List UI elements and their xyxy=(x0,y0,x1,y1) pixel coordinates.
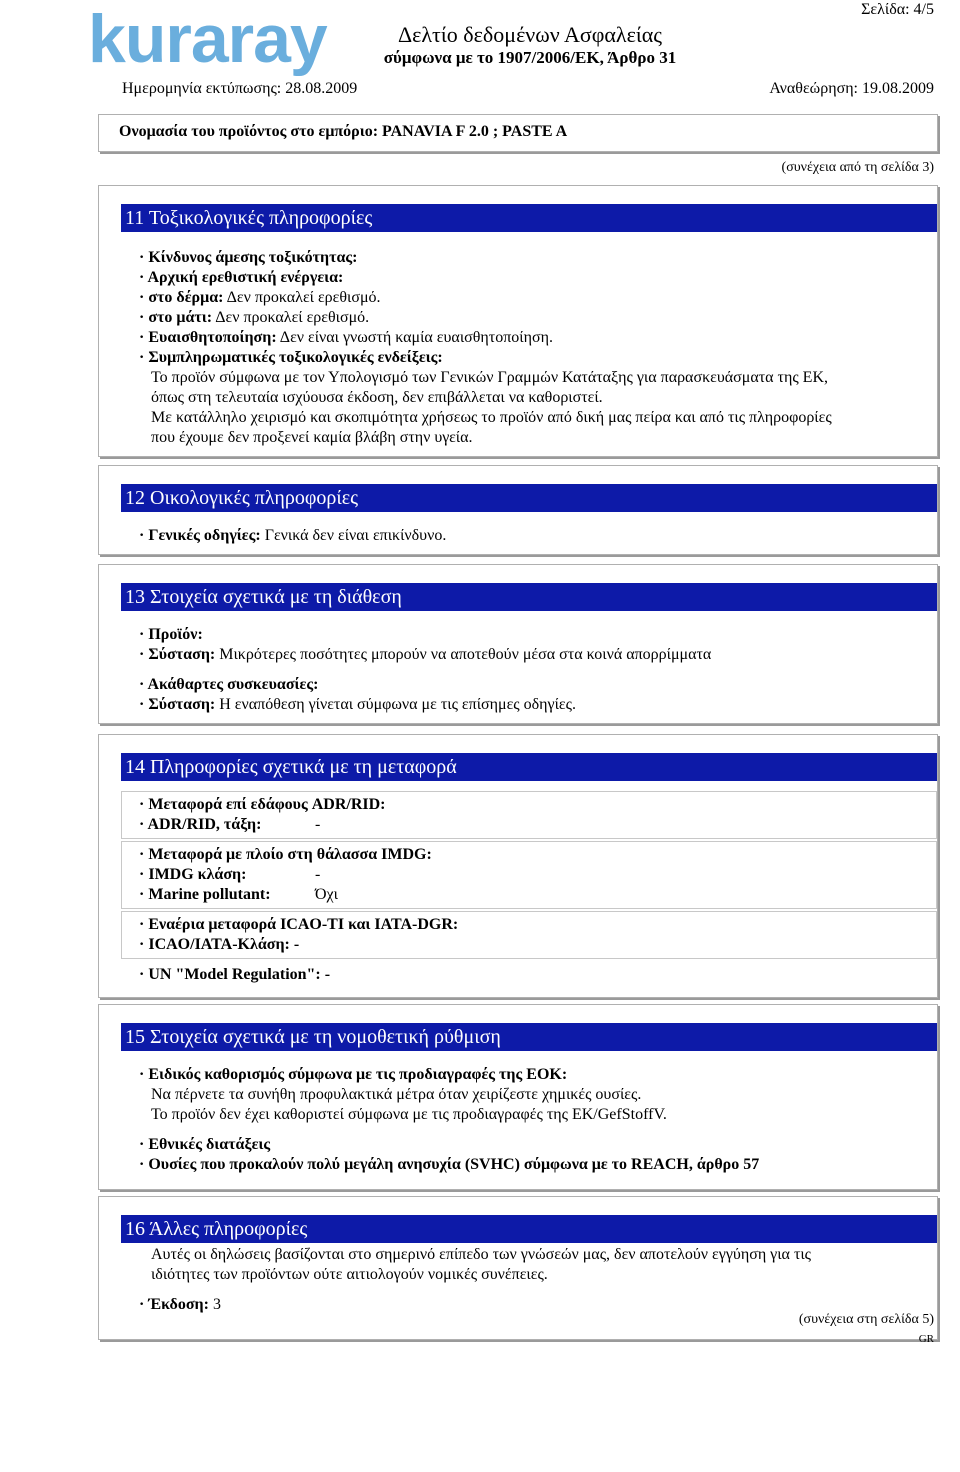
adr-class-value: - xyxy=(315,816,321,833)
section-16-title: 16 Άλλες πληροφορίες xyxy=(121,1215,937,1243)
print-date: Ημερομηνία εκτύπωσης: 28.08.2009 xyxy=(122,80,358,97)
eye-value: Δεν προκαλεί ερεθισμό. xyxy=(212,309,370,326)
eec-text-1: Να πέρνετε τα συνήθη προφυλακτικά μέτρα όταν χειρίζεστε χημικές ουσίες. xyxy=(151,1086,642,1103)
section-11 xyxy=(98,185,938,457)
toxicology-text-3: Με κατάλληλο χειρισμό και σκοπιμότητα χρήσεως το προϊόν από δική μας πείρα και από τις πληροφορίες xyxy=(151,409,832,426)
disclaimer-text-2: ιδιότητες των προϊόντων ούτε αιτιολογούν νομικές συνέπειες. xyxy=(151,1266,548,1283)
eye-row xyxy=(139,308,369,328)
skin-value: Δεν προκαλεί ερεθισμό. xyxy=(223,289,381,306)
icao-class: · ICAO/IATA-Κλάση: - xyxy=(139,936,300,953)
section-12-title: 12 Οικολογικές πληροφορίες xyxy=(121,484,937,512)
section-13-title: 13 Στοιχεία σχετικά με τη διάθεση xyxy=(121,583,937,611)
marine-pollutant-value: Όχι xyxy=(315,886,338,903)
product-name-box xyxy=(98,114,938,152)
edition-label: · Έκδοση: xyxy=(139,1296,209,1313)
kuraray-logo: kuraray xyxy=(88,1,327,77)
recommendation-label: · Σύσταση: xyxy=(139,646,216,663)
uncleaned-packaging-label: · Ακάθαρτες συσκευασίες: xyxy=(139,676,319,693)
section-11-title: 11 Τοξικολογικές πληροφορίες xyxy=(121,204,937,232)
eec-text-2: Το προϊόν δεν έχει καθοριστεί σύμφωνα με τις προδιαγραφές της ΕΚ/GefStoffV. xyxy=(151,1106,667,1123)
section-14 xyxy=(98,734,938,998)
imdg-class-value: - xyxy=(315,866,321,883)
section-15-title: 15 Στοιχεία σχετικά με τη νομοθετική ρύθμιση xyxy=(121,1023,937,1051)
product-recommendation-row xyxy=(139,645,711,665)
product-label: · Προϊόν: xyxy=(139,626,203,643)
document-subtitle: σύμφωνα με το 1907/2006/ΕΚ, Άρθρο 31 xyxy=(383,48,677,67)
toxicology-text-4: που έχουμε δεν προξενεί καμία βλάβη στην υγεία. xyxy=(151,429,473,446)
acute-toxicity-label: · Κίνδυνος άμεσης τοξικότητας: xyxy=(139,249,358,266)
edition-row xyxy=(139,1295,221,1315)
page-number: Σελίδα: 4/5 xyxy=(861,1,934,18)
primary-irritation-label: · Αρχική ερεθιστική ενέργεια: xyxy=(139,269,344,286)
additional-toxicology-label: · Συμπληρωματικές τοξικολογικές ενδείξεις: xyxy=(139,349,443,366)
sensitization-row xyxy=(139,328,553,348)
skin-row xyxy=(139,288,381,308)
sensitization-value: Δεν είναι γνωστή καμία ευαισθητοποίηση. xyxy=(276,329,553,346)
toxicology-text-2: όπως στη τελευταία ισχύουσα έκδοση, δεν επιβάλλεται να καθοριστεί. xyxy=(151,389,603,406)
product-name: Ονομασία του προϊόντος στο εμπόριο: PANAVIA F 2.0 ; PASTE A xyxy=(119,123,568,140)
section-12 xyxy=(98,465,938,555)
continued-from-note: (συνέχεια από τη σελίδα 3) xyxy=(781,160,934,175)
eye-label: · στο μάτι: xyxy=(139,309,213,326)
continued-to-note: (συνέχεια στη σελίδα 5) xyxy=(798,1312,934,1327)
imdg-class-label: · IMDG κλάση: xyxy=(139,866,247,883)
adr-heading: · Μεταφορά επί εδάφους ADR/RID: xyxy=(139,796,386,813)
general-notes-value: Γενικά δεν είναι επικίνδυνο. xyxy=(260,527,447,544)
country-code: GR xyxy=(918,1333,934,1345)
national-regulations-label: · Εθνικές διατάξεις xyxy=(139,1136,271,1153)
section-14-title: 14 Πληροφορίες σχετικά με τη μεταφορά xyxy=(121,753,937,781)
document-title: Δελτίο δεδομένων Ασφαλείας xyxy=(397,22,662,47)
un-model-regulation: · UN "Model Regulation": - xyxy=(139,966,331,983)
imdg-heading: · Μεταφορά με πλοίο στη θάλασσα IMDG: xyxy=(139,846,432,863)
svhc-label: · Ουσίες που προκαλούν πολύ μεγάλη ανησυχία (SVHC) σύμφωνα με το REACH, άρθρο 57 xyxy=(139,1156,760,1173)
eec-labelling-label: · Ειδικός καθορισμός σύμφωνα με τις προδιαγραφές της ΕΟΚ: xyxy=(139,1066,568,1083)
general-notes-row xyxy=(139,526,446,546)
general-notes-label: · Γενικές οδηγίες: xyxy=(139,527,261,544)
packaging-recommendation-label: · Σύσταση: xyxy=(139,696,216,713)
section-15 xyxy=(98,1004,938,1190)
packaging-recommendation-value: Η εναπόθεση γίνεται σύμφωνα με τις επίσημες οδηγίες. xyxy=(215,696,576,713)
skin-label: · στο δέρμα: xyxy=(139,289,224,306)
section-13 xyxy=(98,564,938,724)
edition-value: 3 xyxy=(208,1296,221,1313)
icao-heading: · Εναέρια μεταφορά ICAO-TI και IATA-DGR: xyxy=(139,916,459,933)
packaging-recommendation-row xyxy=(139,695,576,715)
revision-date: Αναθεώρηση: 19.08.2009 xyxy=(769,80,934,97)
toxicology-text-1: Το προϊόν σύμφωνα με τον Υπολογισμό των Γενικών Γραμμών Κατάταξης για παρασκευάσματα της ΕΚ, xyxy=(151,369,829,386)
adr-class-label: · ADR/RID, τάξη: xyxy=(139,816,262,833)
sensitization-label: · Ευαισθητοποίηση: xyxy=(139,329,277,346)
recommendation-value: Μικρότερες ποσότητες μπορούν να αποτεθούν μέσα στα κοινά απορρίμματα xyxy=(215,646,712,663)
disclaimer-text-1: Αυτές οι δηλώσεις βασίζονται στο σημερινό επίπεδο των γνώσεών μας, δεν αποτελούν εγγύηση για τις xyxy=(151,1246,812,1263)
marine-pollutant-label: · Marine pollutant: xyxy=(139,886,271,903)
